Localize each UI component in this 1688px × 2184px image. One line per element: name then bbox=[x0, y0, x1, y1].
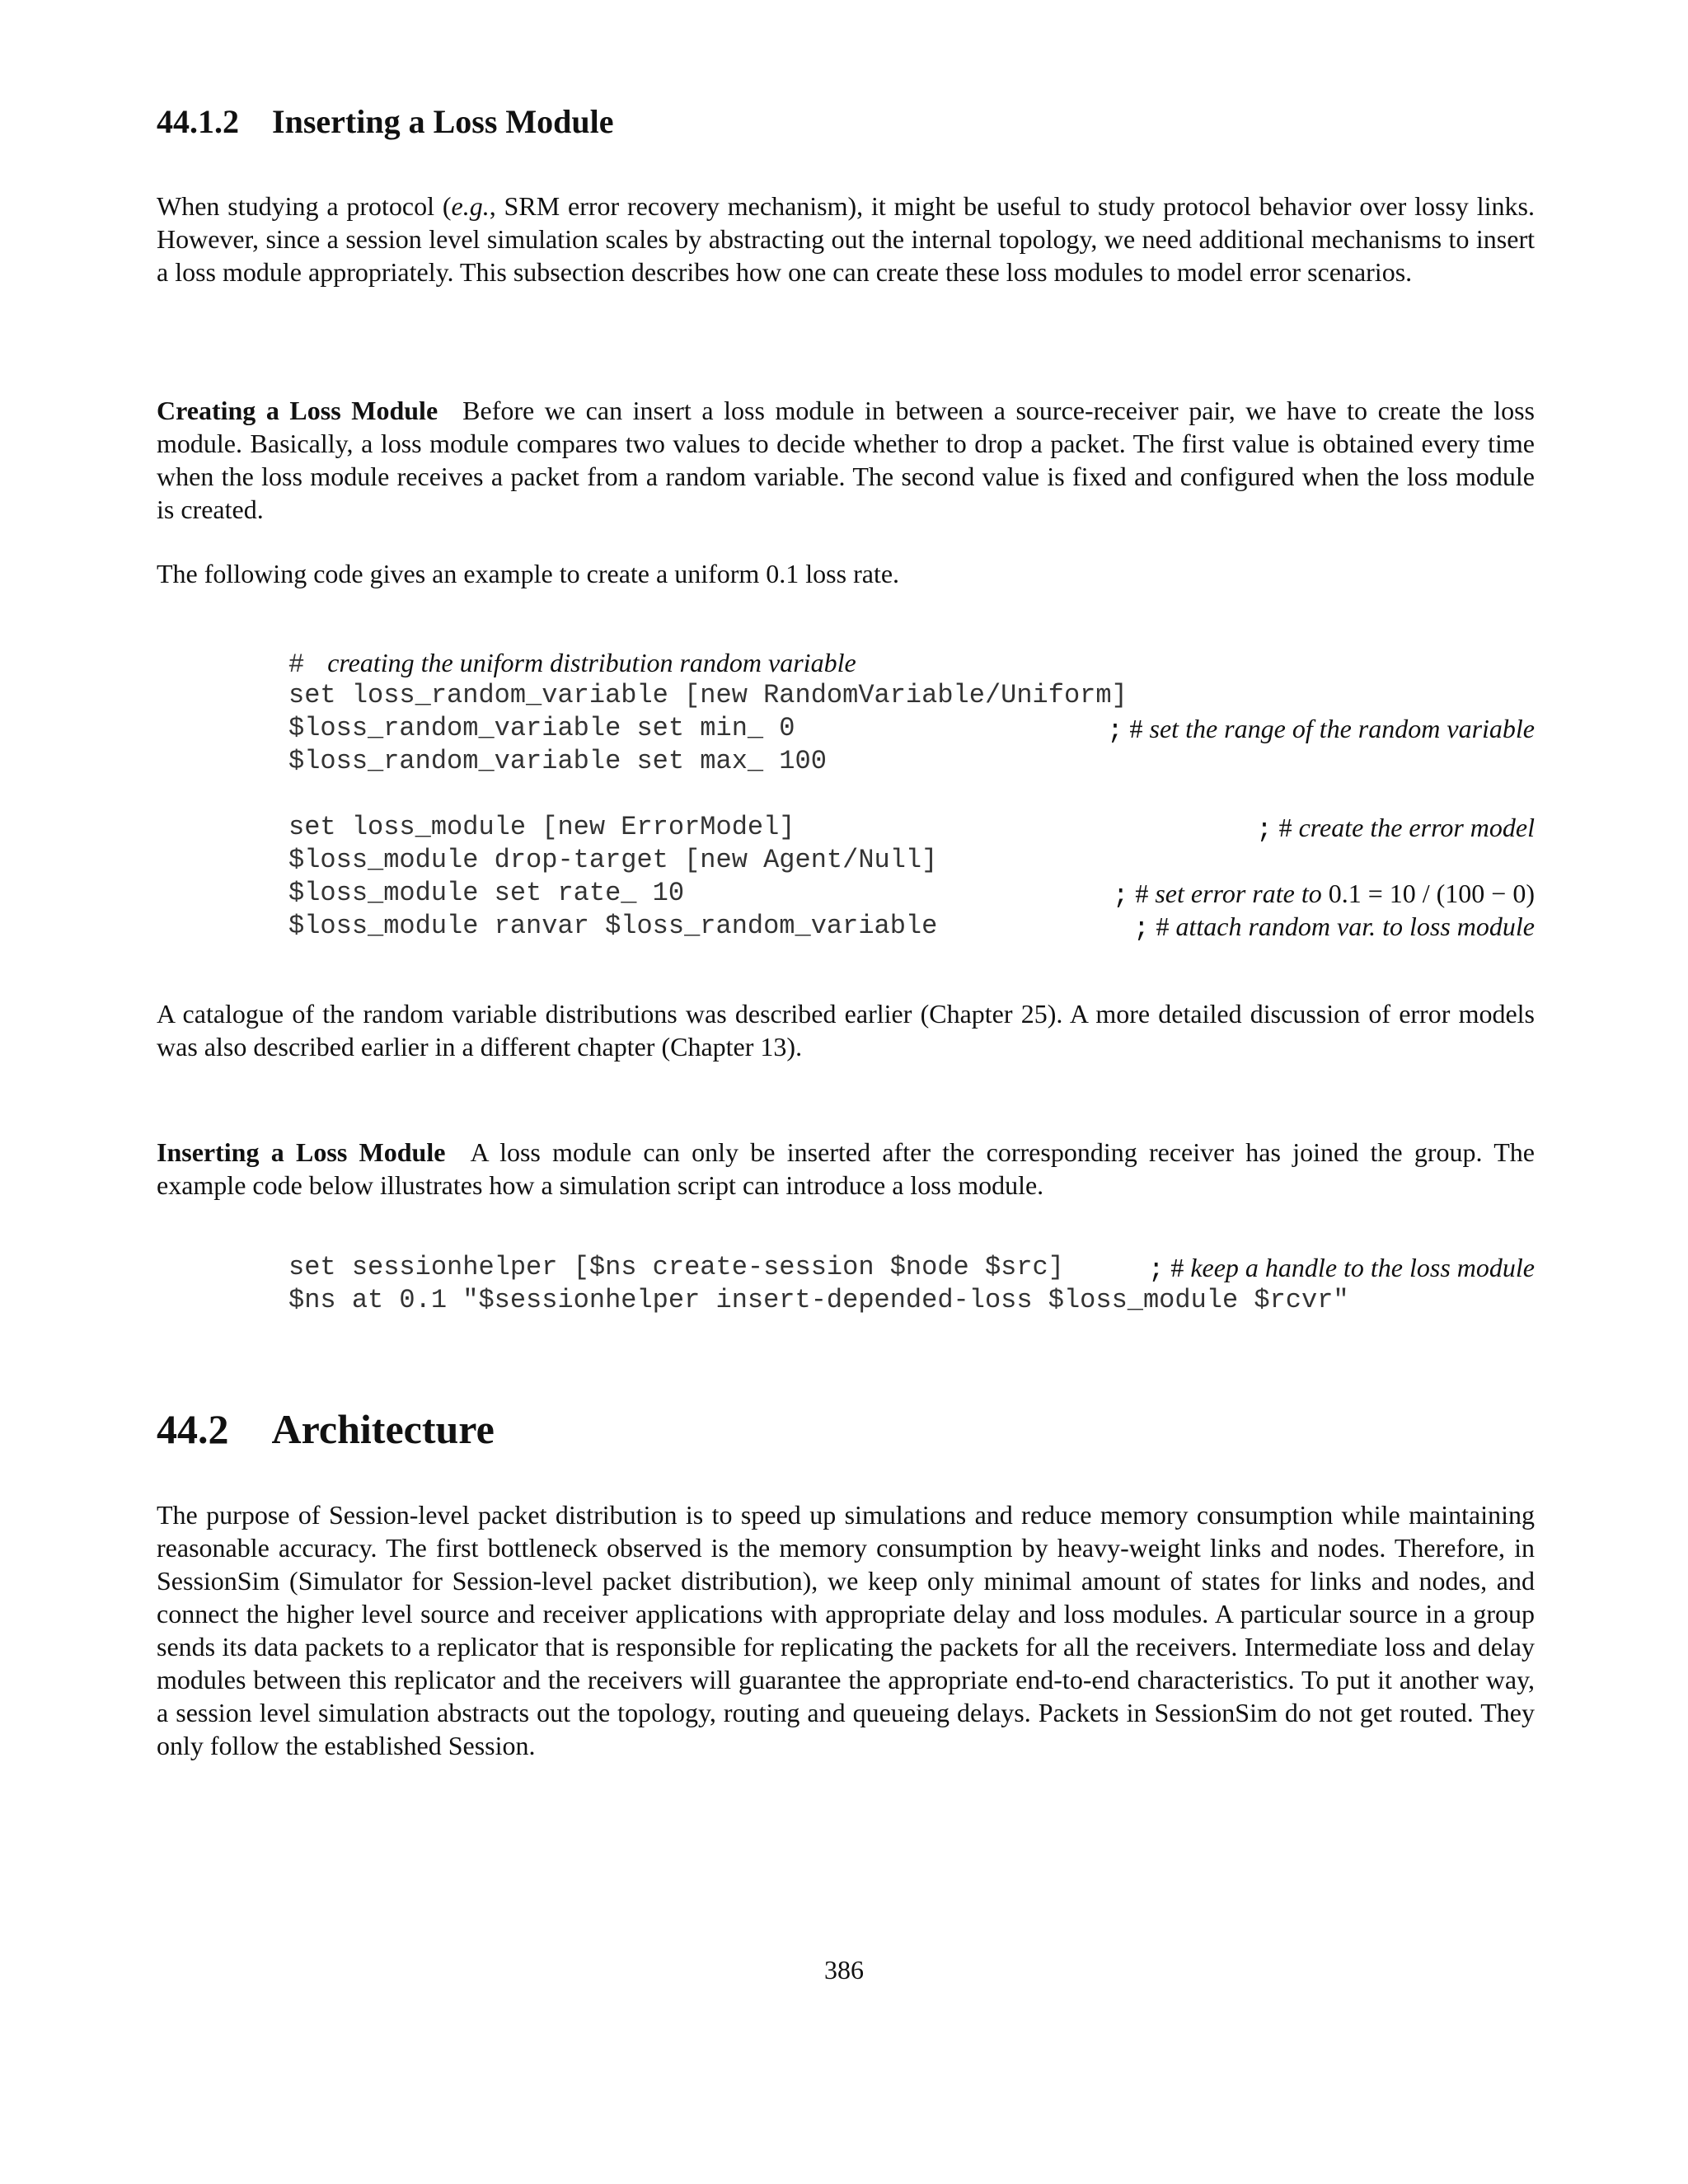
code-comment: ; # set error rate to 0.1 = 10 / (100 − 0) bbox=[1113, 879, 1535, 911]
code-text: $loss_module ranvar $loss_random_variable bbox=[288, 911, 938, 941]
code-text: $loss_module set rate_ 10 bbox=[288, 878, 685, 908]
intro-text-rest: , SRM error recovery mechanism), it might be useful to study protocol behavior over lossy links. However, since a session level simulation scales by abstracting out the internal topology, we need additional mechanisms to insert a loss module appropriately. This subsection describes how one can create these loss modules to model error scenarios. bbox=[157, 191, 1536, 287]
inserting-text: A loss module can only be inserted after the corresponding receiver has joined the group. The example code below illustrates how a simulation script can introduce a loss module. bbox=[157, 1137, 1536, 1200]
code-text: set loss_module [new ErrorModel] bbox=[288, 812, 795, 842]
code-text: $loss_random_variable set min_ 0 bbox=[288, 713, 795, 743]
catalogue-paragraph: A catalogue of the random variable distributions was described earlier (Chapter 25). A more detailed discussion of error models was also described earlier in a different chapter (Chapter 13). bbox=[157, 999, 1535, 1062]
section-heading bbox=[157, 1405, 495, 1453]
code-line bbox=[288, 745, 1535, 778]
code-line bbox=[288, 1251, 1535, 1284]
code-line bbox=[288, 679, 1535, 712]
code-text: $loss_random_variable set max_ 100 bbox=[288, 746, 827, 776]
code-block-create-loss bbox=[288, 646, 1535, 943]
architecture-paragraph: The purpose of Session-level packet distribution is to speed up simulations and reduce memory consumption while maintaining reasonable accuracy. The first bottleneck observed is the memory consumption by heavy-weight links and nodes. Therefore, in SessionSim (Simulator for Session-level packet distribution), we keep only minimal amount of states for links and nodes, and connect the higher level source and receiver applications with appropriate delay and loss modules. A particular source in a group sends its data packets to a replicator that is responsible for replicating the packets for all the receivers. Intermediate loss and delay modules between this replicator and the receivers will guarantee the appropriate end-to-end characteristics. To put it another way, a session level simulation abstracts out the topology, routing and queueing delays. Packets in SessionSim do not get routed. They only follow the established Session. bbox=[157, 1500, 1535, 1760]
code-comment-line bbox=[288, 646, 1535, 679]
inserting-runhead: Inserting a Loss Module bbox=[157, 1137, 446, 1167]
comment-text: creating the uniform distribution random variable bbox=[327, 648, 856, 677]
code-block-insert-loss bbox=[288, 1251, 1535, 1317]
code-line bbox=[288, 712, 1535, 745]
subsection-number: 44.1.2 bbox=[157, 103, 239, 140]
code-text: set loss_random_variable [new RandomVariable/Uniform] bbox=[288, 680, 1128, 710]
creating-paragraph bbox=[157, 394, 1535, 526]
code-line bbox=[288, 844, 1535, 877]
code-text: $loss_module drop-target [new Agent/Null] bbox=[288, 845, 938, 875]
code-comment: ; # attach random var. to loss module bbox=[1133, 912, 1535, 944]
intro-text-start: When studying a protocol ( bbox=[157, 191, 452, 221]
creating-runhead: Creating a Loss Module bbox=[157, 396, 438, 425]
code-line bbox=[288, 877, 1535, 910]
creating-text: Before we can insert a loss module in between a source-receiver pair, we have to create the loss module. Basically, a loss module compares two values to decide whether to drop a packet. The first value is obtained every time when the loss module receives a packet from a random variable. The second value is fixed and configured when the loss module is created. bbox=[157, 396, 1536, 524]
code-line bbox=[288, 811, 1535, 844]
code-line bbox=[288, 910, 1535, 943]
subsection-title: Inserting a Loss Module bbox=[272, 103, 614, 140]
section-number: 44.2 bbox=[157, 1406, 229, 1452]
intro-paragraph bbox=[157, 190, 1535, 288]
code-text: set sessionhelper [$ns create-session $node $src] bbox=[288, 1252, 1064, 1282]
code-blank-line bbox=[288, 778, 1535, 811]
inserting-paragraph bbox=[157, 1136, 1535, 1202]
code-text: $ns at 0.1 "$sessionhelper insert-depended-loss $loss_module $rcvr" bbox=[288, 1285, 1349, 1315]
comment-hash: # bbox=[288, 649, 305, 680]
code-comment: ; # keep a handle to the loss module bbox=[1148, 1253, 1535, 1285]
page-number: 386 bbox=[824, 1955, 864, 1985]
example-intro-paragraph: The following code gives an example to create a uniform 0.1 loss rate. bbox=[157, 559, 900, 588]
code-comment: ; # create the error model bbox=[1256, 813, 1535, 845]
code-line bbox=[288, 1284, 1535, 1317]
intro-text-eg: e.g. bbox=[451, 191, 490, 221]
code-comment: ; # set the range of the random variable bbox=[1107, 714, 1535, 746]
section-title: Architecture bbox=[271, 1406, 495, 1452]
subsection-heading bbox=[157, 102, 614, 141]
math-expression: 0.1 = 10 / (100 − 0) bbox=[1328, 879, 1535, 908]
